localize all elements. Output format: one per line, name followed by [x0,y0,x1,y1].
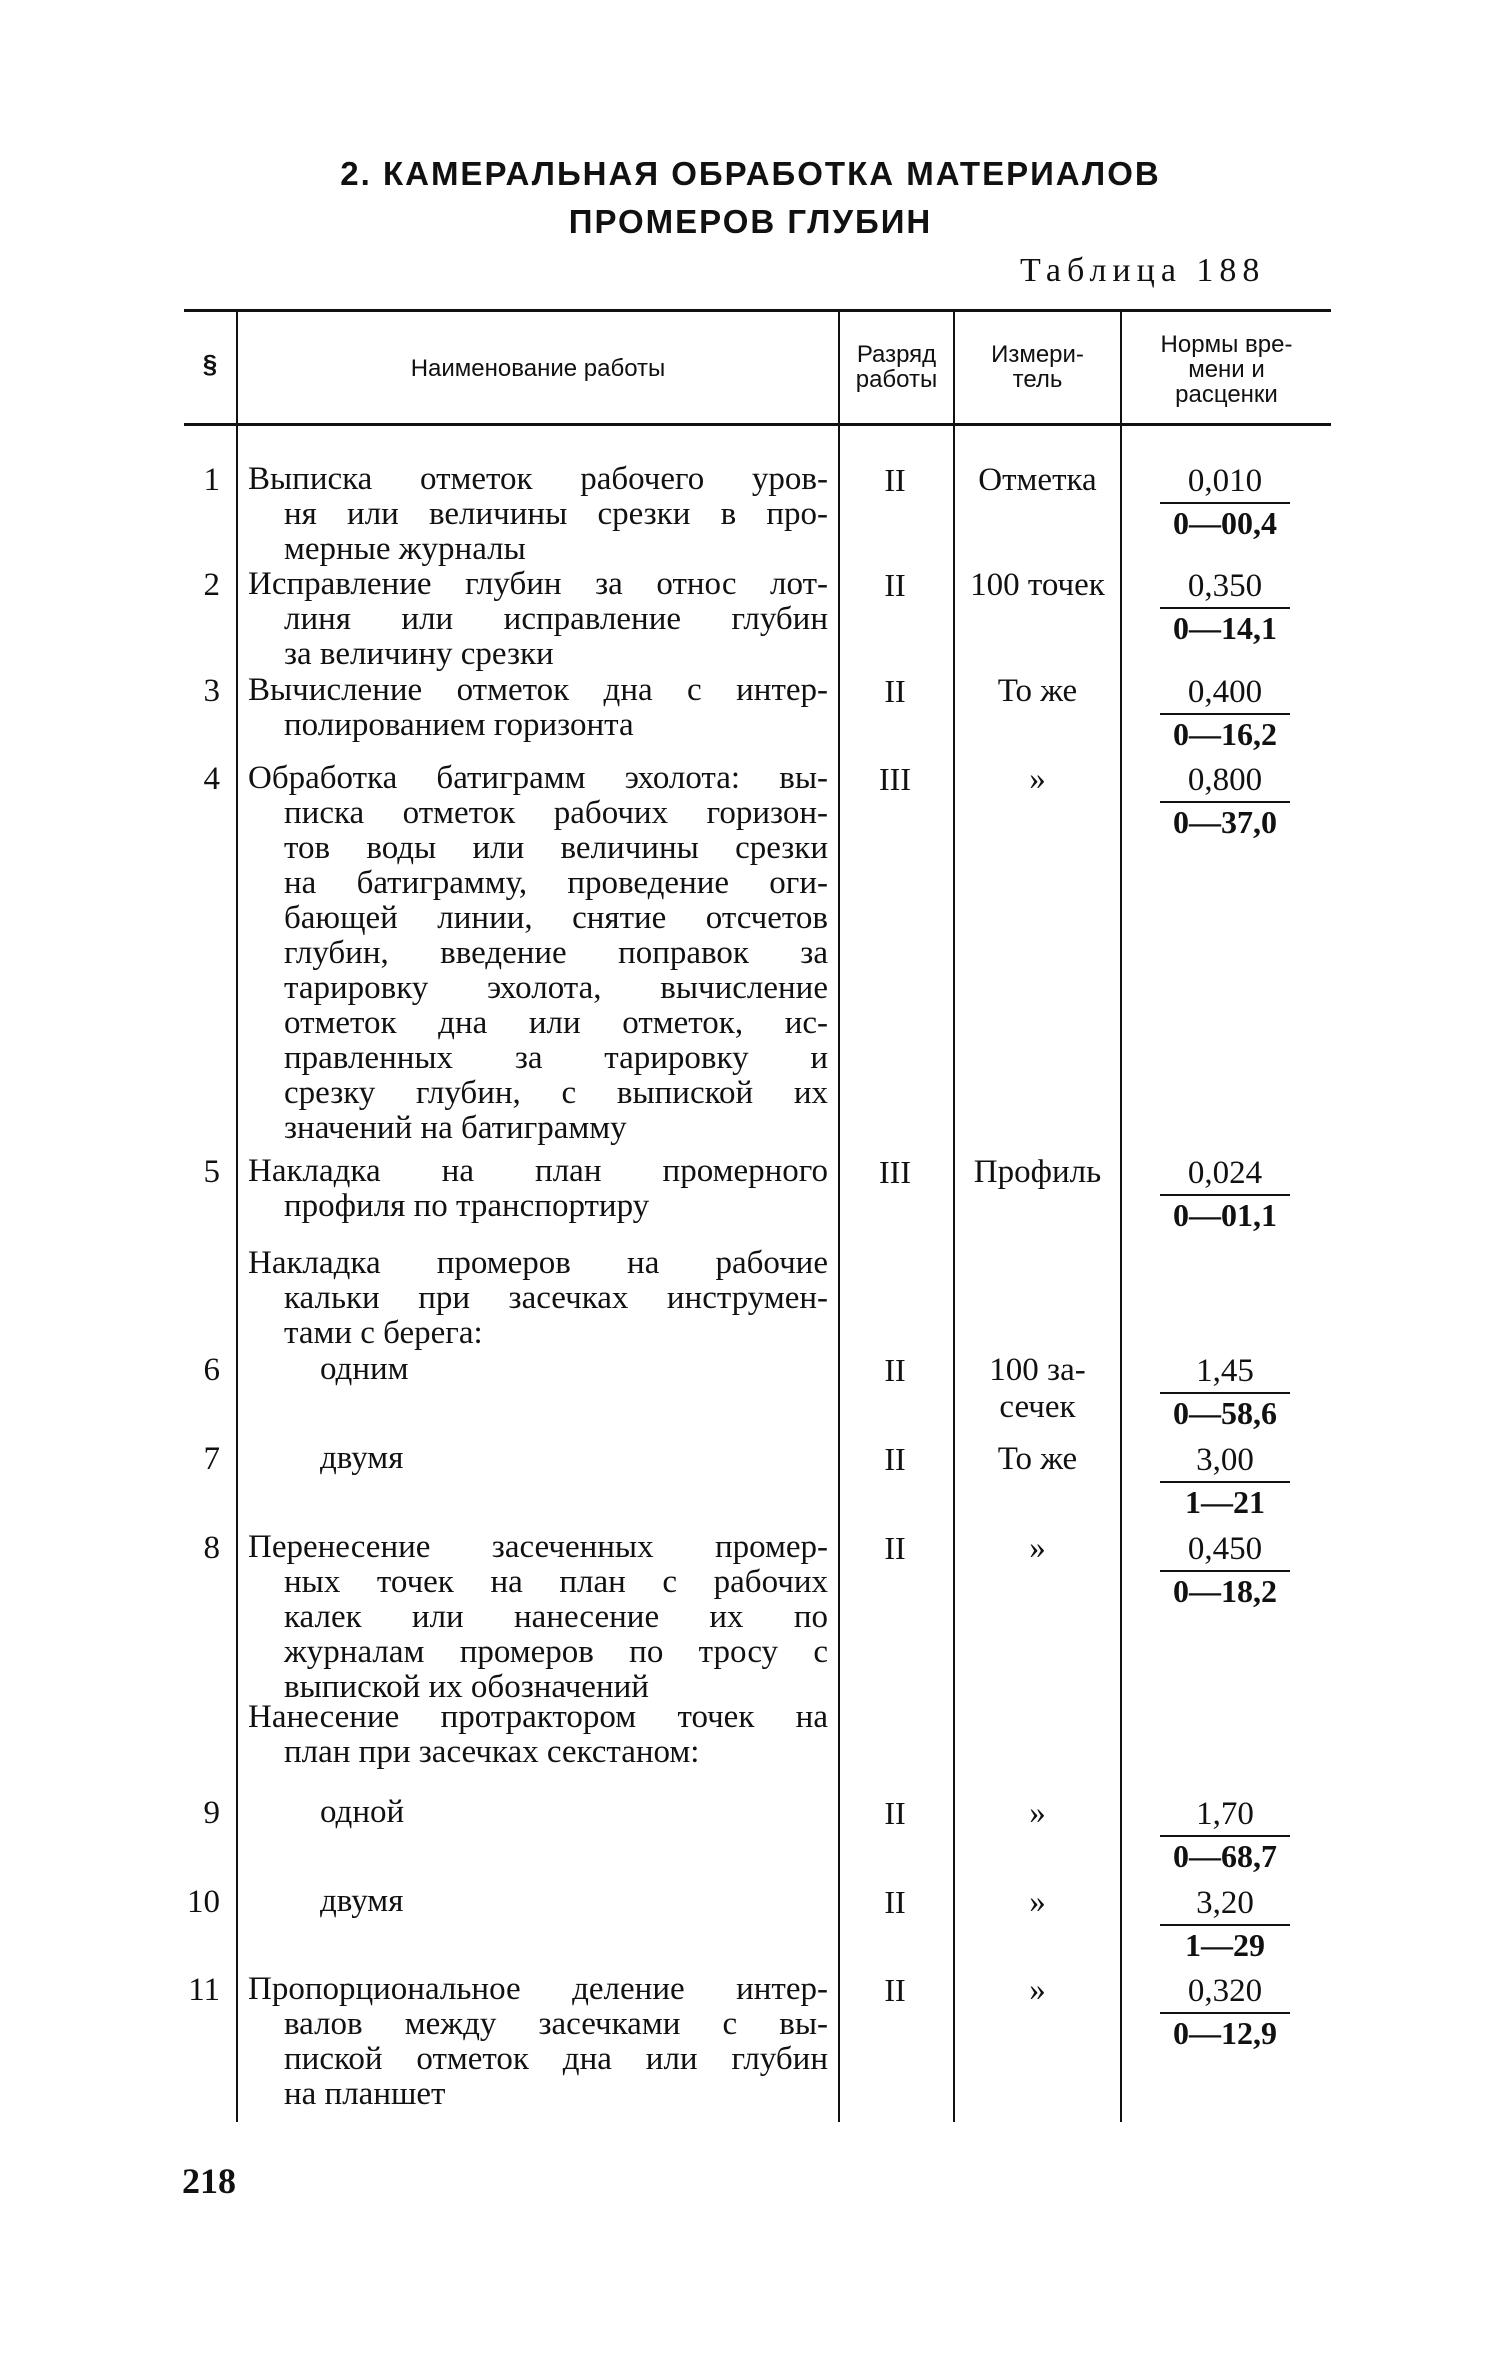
row-number: 10 [187,1884,220,1920]
work-grade: II [884,1441,906,1477]
work-unit-line: » [1029,1884,1046,1920]
row-number: 4 [203,761,220,797]
heading-line-2: ПРОМЕРОВ ГЛУБИН [568,203,933,240]
row-number: 8 [203,1530,220,1566]
work-grade: II [884,1352,906,1388]
work-name [248,1352,828,1387]
work-name-line: двумя [320,1883,404,1919]
norm-price: 0—16,2 [1173,716,1277,752]
page-number: 218 [182,2161,236,2201]
norm-time: 0,800 [1160,761,1290,803]
work-name [248,1795,828,1830]
norm-fraction [1160,1884,1290,1964]
work-name [248,673,828,743]
work-unit [955,1972,1120,2009]
header-norm-line-3: расценки [1175,381,1278,408]
work-unit [955,567,1120,604]
work-unit-line: То же [997,673,1078,709]
column-divider-name [236,312,238,2122]
norm-time: 0,010 [1160,462,1290,504]
header-norm-line-2: мени и [1188,356,1265,383]
work-name-line: писка отметок рабочих горизон- [284,795,828,831]
work-unit-line: » [1029,761,1046,797]
work-name [248,761,828,1146]
work-name-line: линя или исправление глубин [284,601,828,637]
work-name-line: одной [320,1794,405,1830]
work-name-line: ня или величины срезки в про- [284,496,828,532]
norm-fraction [1160,673,1290,753]
work-name-line: тов воды или величины срезки [284,830,828,866]
norm-fraction [1160,1154,1290,1234]
work-name-line: валов между засечками с вы- [284,2006,828,2042]
work-unit [955,1795,1120,1832]
row-number: 6 [203,1352,220,1388]
norm-time: 1,45 [1160,1352,1290,1394]
norm-time: 0,350 [1160,567,1290,609]
work-name-line: двумя [320,1440,404,1476]
work-grade: II [884,462,906,498]
work-name-line: на планшет [284,2076,446,2112]
norm-price: 0—01,1 [1173,1197,1277,1233]
header-unit [955,342,1120,392]
row-number: 5 [203,1154,220,1190]
work-unit [955,673,1120,710]
norm-price: 0—58,6 [1173,1395,1277,1431]
work-grade: III [879,1154,911,1190]
norm-fraction [1160,1795,1290,1875]
work-unit-line: То же [997,1441,1078,1477]
work-unit-line: » [1029,1530,1046,1566]
header-num: § [202,349,218,379]
header-unit-line-1: Измери- [991,341,1084,368]
norm-price: 0—68,7 [1173,1838,1277,1874]
header-grade-line-2: работы [855,366,938,393]
work-name-line: правленных за тарировку и [284,1040,828,1076]
work-name-line: ных точек на план с рабочих [284,1564,828,1600]
work-name [248,1530,828,1705]
norm-price: 0—18,2 [1173,1573,1277,1609]
work-name-line: журналам промеров по тросу с [284,1634,828,1670]
work-unit-line: » [1029,1972,1046,2008]
row-number: 11 [188,1972,220,2008]
norm-time: 0,024 [1160,1154,1290,1196]
header-grade [840,342,953,392]
work-name-line: тами с берега: [284,1315,483,1351]
work-name-line: кальки при засечках инструмен- [284,1280,828,1316]
work-grade: III [879,761,911,797]
work-name-line: Пропорциональное деление интер- [248,1971,828,2007]
work-name-line: бающей линии, снятие отсчетов [284,900,828,936]
work-unit-line: 100 за- [989,1352,1086,1388]
work-grade: II [884,1530,906,1566]
work-grade: II [884,567,906,603]
work-name-line: Перенесение засеченных промер- [248,1529,828,1565]
work-name-line: отметок дна или отметок, ис- [284,1005,828,1041]
work-unit [955,1884,1120,1921]
work-name-line: калек или нанесение их по [284,1599,828,1635]
work-name [248,1972,828,2112]
table-top-rule [184,309,1331,312]
work-name [248,1441,828,1476]
norm-price: 0—00,4 [1173,505,1277,541]
work-name-line: глубин, введение поправок за [284,935,828,971]
work-unit-line: 100 точек [970,567,1105,603]
norm-fraction [1160,1441,1290,1521]
work-unit [955,462,1120,499]
work-unit [955,1441,1120,1478]
table-label: Таблица 188 [1020,252,1266,289]
norm-time: 3,20 [1160,1884,1290,1926]
column-divider-norm [1120,312,1122,2122]
work-unit-line: Отметка [978,462,1097,498]
work-name-line: Исправление глубин за относ лот- [248,566,828,602]
work-name-line: Выписка отметок рабочего уров- [248,461,828,497]
work-name [248,567,828,672]
norm-time: 0,450 [1160,1530,1290,1572]
work-unit [955,1352,1120,1426]
work-name [248,1154,828,1224]
row-number: 2 [203,567,220,603]
norm-price: 0—12,9 [1173,2015,1277,2051]
header-bottom-rule [184,423,1331,426]
work-name-line: профиля по транспортиру [284,1188,650,1224]
section-heading [0,150,1501,246]
work-name-line: пиской отметок дна или глубин [284,2041,828,2077]
work-grade: II [884,1884,906,1920]
norm-time: 3,00 [1160,1441,1290,1483]
work-unit [955,1530,1120,1567]
header-norm-line-1: Нормы вре- [1160,331,1293,358]
norm-fraction [1160,1972,1290,2052]
work-name-line: план при засечках секстаном: [284,1734,700,1770]
work-unit [955,761,1120,798]
norm-fraction [1160,1352,1290,1432]
work-name-line: Обработка батиграмм эхолота: вы- [248,760,828,796]
work-unit-line: сечек [999,1389,1076,1425]
heading-line-1: 2. КАМЕРАЛЬНАЯ ОБРАБОТКА МАТЕРИАЛОВ [340,155,1161,192]
work-name [248,1884,828,1919]
norm-fraction [1160,462,1290,542]
work-name-line: Нанесение протрактором точек на [248,1699,828,1735]
work-name-line: за величину срезки [284,636,554,672]
norm-time: 1,70 [1160,1795,1290,1837]
row-number: 7 [203,1441,220,1477]
work-grade: II [884,673,906,709]
row-number: 3 [203,673,220,709]
norm-fraction [1160,1530,1290,1610]
work-name-line: мерные журналы [284,531,526,567]
work-name-line: Вычисление отметок дна с интер- [248,672,828,708]
work-unit [955,1154,1120,1191]
work-name-line: одним [320,1351,409,1387]
work-name-line: полированием горизонта [284,707,634,743]
work-name-line: выпиской их обозначений [284,1669,649,1705]
work-name-line: Накладка промеров на рабочие [248,1245,828,1281]
header-grade-line-1: Разряд [856,341,937,368]
work-grade: II [884,1795,906,1831]
norm-price: 1—29 [1185,1927,1265,1963]
work-name [248,1246,828,1351]
work-unit-line: » [1029,1795,1046,1831]
work-name-line: Накладка на план промерного [248,1153,828,1189]
row-number: 9 [203,1795,220,1831]
work-name [248,462,828,567]
norm-price: 1—21 [1185,1484,1265,1520]
norm-price: 0—14,1 [1173,610,1277,646]
work-unit-line: Профиль [973,1154,1102,1190]
norm-fraction [1160,761,1290,841]
row-number: 1 [203,462,220,498]
work-name-line: значений на батиграмму [284,1110,627,1146]
norm-time: 0,320 [1160,1972,1290,2014]
work-name-line: срезку глубин, с выпиской их [284,1075,828,1111]
norm-price: 0—37,0 [1173,804,1277,840]
work-grade: II [884,1972,906,2008]
header-unit-line-2: тель [1012,366,1063,393]
work-name-line: тарировку эхолота, вычисление [284,970,828,1006]
work-name-line: на батиграмму, проведение оги- [284,865,828,901]
norm-fraction [1160,567,1290,647]
header-norm [1122,332,1331,407]
work-name [248,1700,828,1770]
norm-time: 0,400 [1160,673,1290,715]
header-name: Наименование работы [410,355,666,382]
